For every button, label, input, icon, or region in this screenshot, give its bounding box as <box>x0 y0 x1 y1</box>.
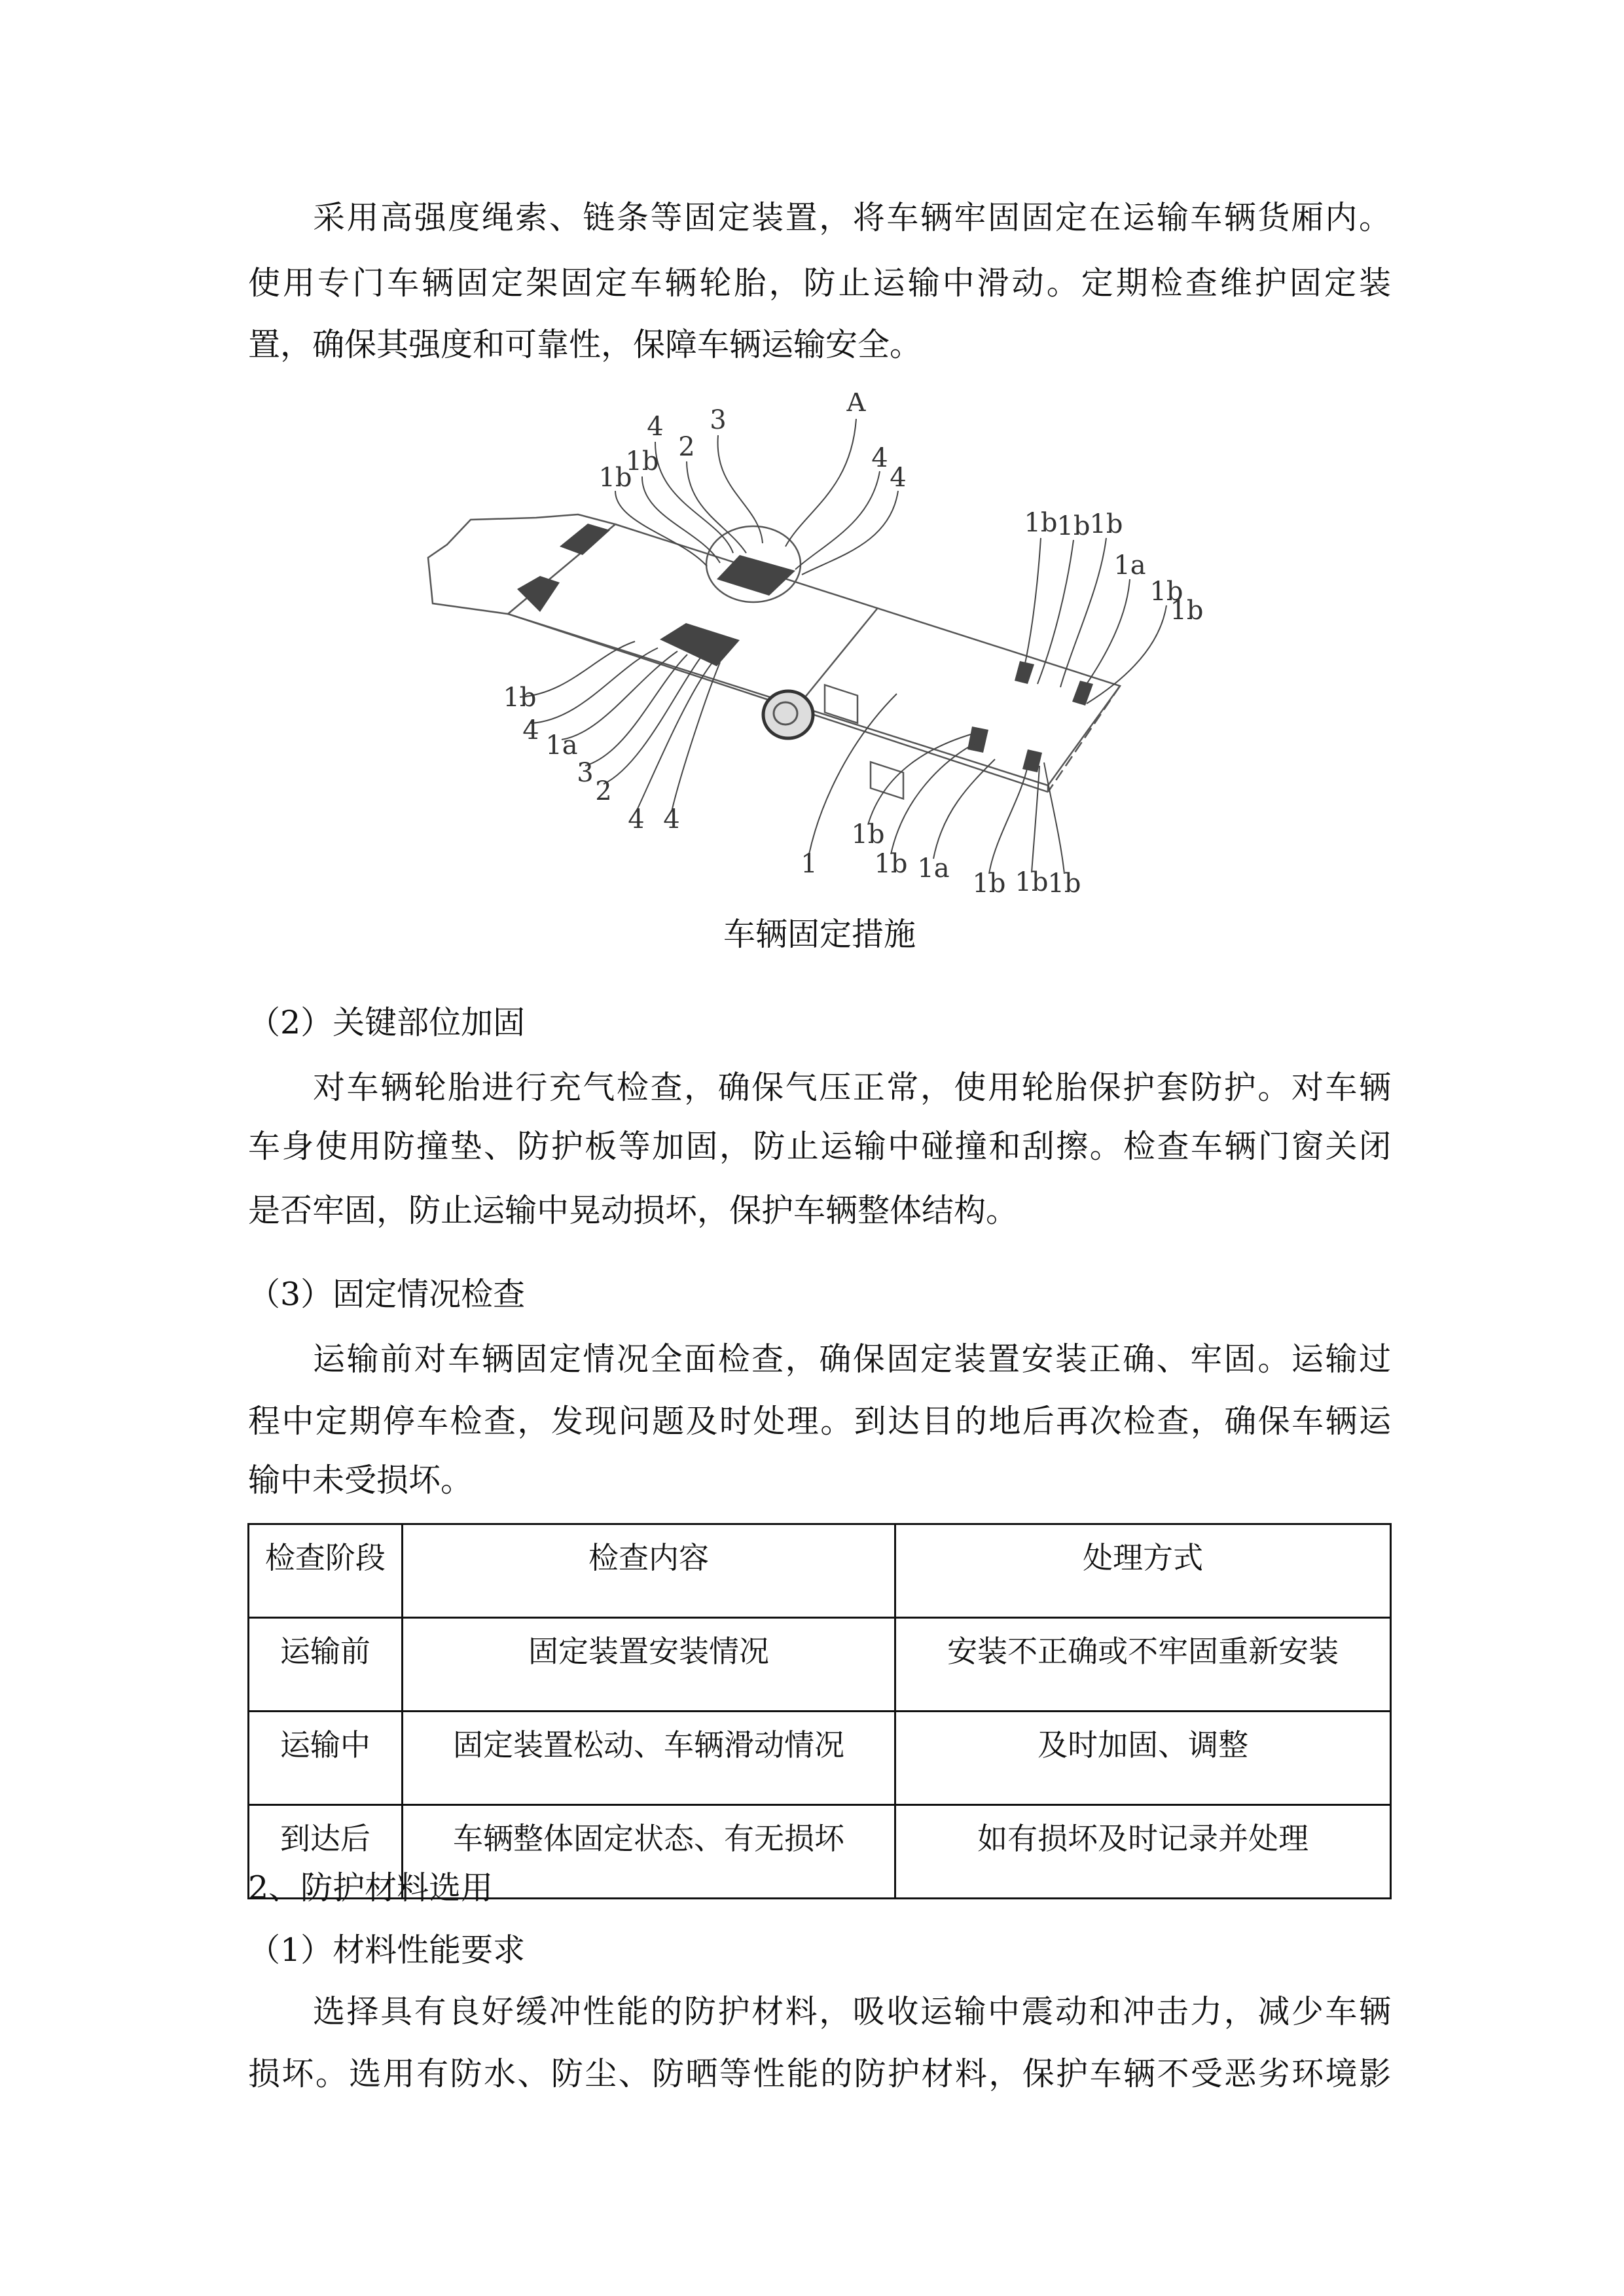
figure-label: 1b <box>503 683 537 713</box>
paragraph-line: 采用高强度绳索、链条等固定装置，将车辆牢固固定在运输车辆货厢内。 <box>313 199 1391 236</box>
figure-label: 2 <box>678 432 695 462</box>
paragraph-line: 输中未受损坏。 <box>248 1462 473 1499</box>
figure-label: 3 <box>710 405 727 435</box>
table-cell: 到达后 <box>249 1805 403 1899</box>
table-cell: 及时加固、调整 <box>895 1712 1391 1805</box>
figure-label: 1b <box>598 463 632 493</box>
figure-label: 1b <box>1170 596 1204 626</box>
table-row <box>249 1618 1391 1712</box>
table-header-row <box>249 1524 1391 1618</box>
figure-label: 1b <box>1149 577 1183 607</box>
paragraph-line: 选择具有良好缓冲性能的防护材料，吸收运输中震动和冲击力，减少车辆 <box>313 1993 1391 2030</box>
table-row <box>249 1712 1391 1805</box>
paragraph-line: 使用专门车辆固定架固定车辆轮胎，防止运输中滑动。定期检查维护固定装 <box>248 264 1391 302</box>
figure-caption: 车辆固定措施 <box>723 916 916 953</box>
header-cell: 处理方式 <box>895 1524 1391 1618</box>
figure-label: 4 <box>522 715 539 745</box>
figure-label: 1b <box>972 869 1006 899</box>
vehicle-fixing-diagram <box>419 393 1204 910</box>
table-cell: 固定装置安装情况 <box>402 1618 895 1712</box>
figure-label: A <box>846 393 866 418</box>
figure-label: 1b <box>1024 508 1058 538</box>
figure-label: 4 <box>628 804 645 834</box>
section-heading: （3）固定情况检查 <box>248 1276 526 1313</box>
figure-label: 2 <box>595 776 612 806</box>
table-cell: 如有损坏及时记录并处理 <box>895 1805 1391 1899</box>
figure-label: 1a <box>917 853 950 884</box>
paragraph-line: 对车辆轮胎进行充气检查，确保气压正常，使用轮胎保护套防护。对车辆 <box>313 1069 1391 1106</box>
paragraph-line: 车身使用防撞垫、防护板等加固，防止运输中碰撞和刮擦。检查车辆门窗关闭 <box>248 1128 1391 1165</box>
header-cell: 检查阶段 <box>249 1524 403 1618</box>
section-heading: 2、防护材料选用 <box>248 1869 494 1907</box>
figure-label: 4 <box>647 412 664 442</box>
paragraph-line: 运输前对车辆固定情况全面检查，确保固定装置安装正确、牢固。运输过 <box>313 1340 1391 1378</box>
paragraph-line: 损坏。选用有防水、防尘、防晒等性能的防护材料，保护车辆不受恶劣环境影 <box>248 2055 1391 2092</box>
header-cell: 检查内容 <box>402 1524 895 1618</box>
table-cell: 车辆整体固定状态、有无损坏 <box>402 1805 895 1899</box>
table-cell: 固定装置松动、车辆滑动情况 <box>402 1712 895 1805</box>
table-cell: 运输前 <box>249 1618 403 1712</box>
paragraph-line: 是否牢固，防止运输中晃动损坏，保护车辆整体结构。 <box>248 1192 1019 1229</box>
figure-label: 4 <box>890 463 907 493</box>
paragraph-line: 程中定期停车检查，发现问题及时处理。到达目的地后再次检查，确保车辆运 <box>248 1403 1391 1440</box>
figure-label: 1a <box>1113 550 1146 581</box>
table-cell: 运输中 <box>249 1712 403 1805</box>
figure-label: 1b <box>1015 867 1049 897</box>
section-heading: （2）关键部位加固 <box>248 1004 526 1041</box>
figure-label: 4 <box>663 804 680 834</box>
figure-label: 1b <box>1089 509 1123 539</box>
table-cell: 安装不正确或不牢固重新安装 <box>895 1618 1391 1712</box>
figure-label: 1 <box>801 849 818 879</box>
figure-label: 1b <box>851 819 885 850</box>
subsection-heading: （1）材料性能要求 <box>248 1931 526 1969</box>
figure-label: 1b <box>1056 511 1091 541</box>
inspection-table <box>247 1523 1392 1899</box>
figure-label: 4 <box>871 443 888 473</box>
figure-label: 1b <box>1047 869 1081 899</box>
wheel-icon <box>763 691 813 738</box>
paragraph-line: 置，确保其强度和可靠性，保障车辆运输安全。 <box>248 326 922 363</box>
figure-label: 1a <box>545 730 578 761</box>
figure-label: 3 <box>577 758 594 788</box>
figure-label: 1b <box>625 446 659 476</box>
figure-label: 1b <box>874 849 908 879</box>
